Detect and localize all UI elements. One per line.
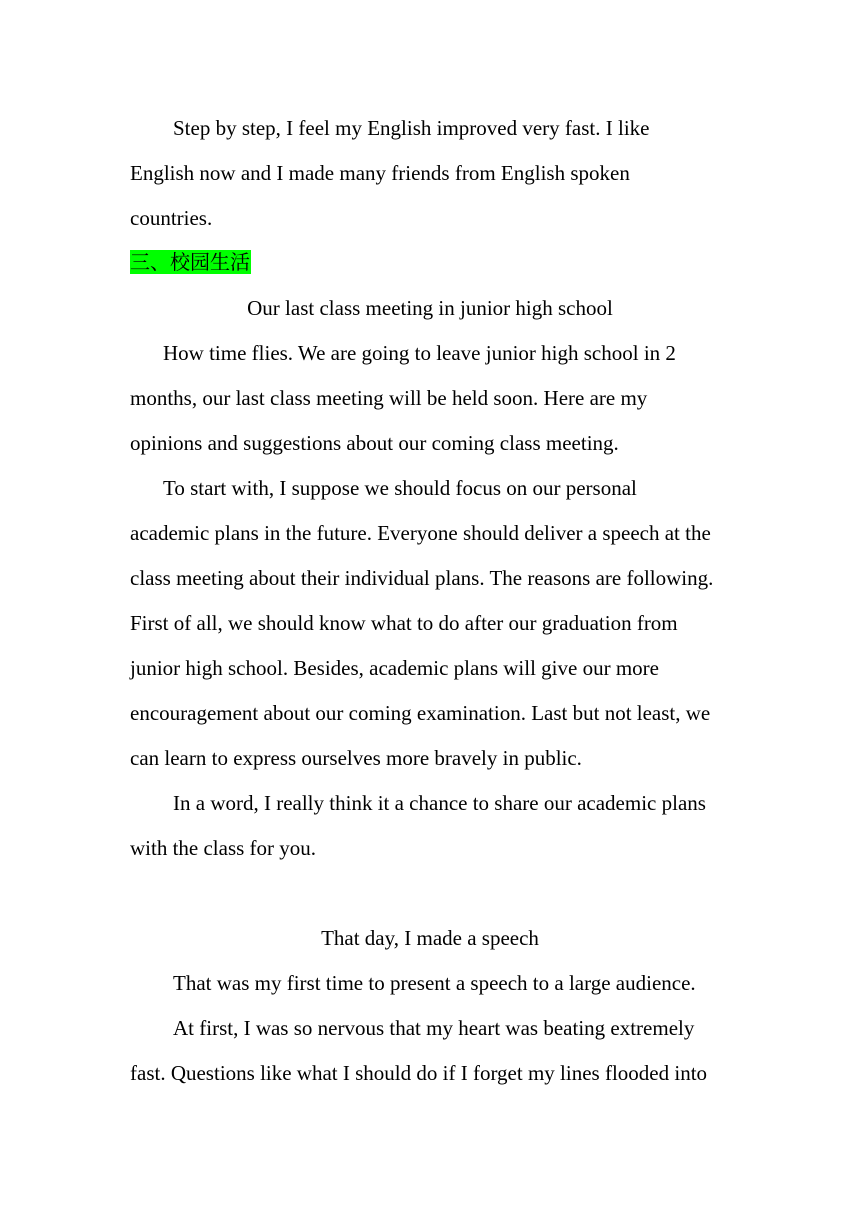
essay2-line: At first, I was so nervous that my heart was beating extremely (173, 1016, 695, 1040)
essay2-line: That was my first time to present a speech to a large audience. (173, 971, 696, 995)
essay1-line: months, our last class meeting will be held soon. Here are my (130, 386, 648, 410)
essay1-line: To start with, I suppose we should focus on our personal (163, 476, 637, 500)
essay2-title: That day, I made a speech (321, 926, 539, 950)
essay1-line: junior high school. Besides, academic plans will give our more (130, 656, 659, 680)
section-heading-text: 三、校园生活 (130, 250, 250, 274)
section-heading (130, 247, 251, 277)
essay2-line: fast. Questions like what I should do if I forget my lines flooded into (130, 1061, 708, 1085)
essay1-line: opinions and suggestions about our coming class meeting. (130, 431, 619, 455)
essay1-line: class meeting about their individual plans. The reasons are following. (130, 566, 714, 590)
intro-line: countries. (130, 206, 213, 230)
essay1-line: How time flies. We are going to leave junior high school in 2 (163, 341, 676, 365)
essay1-line: First of all, we should know what to do after our graduation from (130, 611, 678, 635)
essay1-line: In a word, I really think it a chance to share our academic plans (173, 791, 706, 815)
intro-line: Step by step, I feel my English improved very fast. I like (173, 116, 650, 140)
essay1-title: Our last class meeting in junior high school (247, 296, 613, 320)
intro-line: English now and I made many friends from English spoken (130, 161, 630, 185)
essay1-line: encouragement about our coming examination. Last but not least, we (130, 701, 711, 725)
essay1-line: with the class for you. (130, 836, 317, 860)
essay1-line: academic plans in the future. Everyone should deliver a speech at the (130, 521, 711, 545)
essay1-line: can learn to express ourselves more bravely in public. (130, 746, 582, 770)
